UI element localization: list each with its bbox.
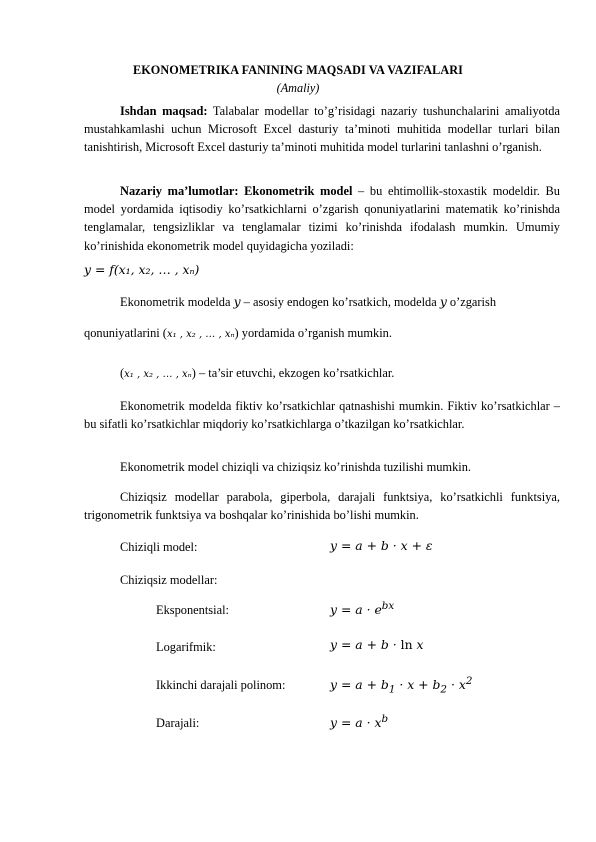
linear-model-formula: y = a + b · x + ε bbox=[330, 538, 433, 553]
nonlinear-models-label: Chiziqsiz modellar: bbox=[120, 573, 218, 587]
x-list-2: x₁ , x₂ , … , xₙ bbox=[124, 369, 192, 380]
exogenous-text: ) – ta’sir etuvchi, ekzogen ko’rsatkichlar. bbox=[191, 366, 395, 380]
page-subtitle: (Amaliy) bbox=[276, 81, 320, 95]
endogenous-text-b: – asosiy endogen ko’rsatkich, modelda bbox=[240, 295, 440, 309]
model-poly-label: Ikkinchi darajali polinom: bbox=[156, 678, 286, 692]
model-power-label: Darajali: bbox=[156, 716, 200, 730]
x-list-1: x₁ , x₂ , … , xₙ bbox=[166, 329, 235, 340]
goal-text: Talabalar modellar to’g’risidagi nazariy tushunchalarini amaliyotda mustahkamlashi uchun Microsoft Excel dasturiy ta’minoti muhitida modellar turlari bilan tanishtirish, Microsoft Excel dasturiy ta’minoti muhitida model turlarini tanlashni o’rganish. bbox=[84, 104, 560, 155]
linear-nonlinear-text: Ekonometrik model chiziqli va chiziqsiz ko’rinishda tuzilishi mumkin. bbox=[120, 460, 472, 474]
paragraph-endogenous-line2 bbox=[84, 324, 560, 344]
paragraph-endogenous bbox=[84, 293, 560, 311]
dummy-text: Ekonometrik modelda fiktiv ko’rsatkichlar qatnashishi mumkin. Fiktiv ko’rsatkichlar – bu sifatli ko’rsatkichlar miqdoriy ko’rsatkichlarga o’tkazilgan ko’rsatkichlar. bbox=[84, 399, 560, 432]
linear-model-label: Chiziqli model: bbox=[120, 540, 198, 554]
model-log-formula: y = a + b · ln x bbox=[330, 637, 424, 652]
model-poly-formula: $y = a + b_1 \cdot x + b_2 \cdot x^2$ bbox=[330, 675, 473, 696]
nonlinear-types-text: Chiziqsiz modellar parabola, giperbola, darajali funktsiya, ko’rsatkichli funktsiya, trigonometrik funktsiya va boshqalar ko’rinishida bo’lishi mumkin. bbox=[84, 490, 560, 523]
paragraph-nonlinear-types bbox=[84, 488, 560, 524]
theory-label: Nazariy ma’lumotlar: Ekonometrik model bbox=[120, 184, 353, 198]
paragraph-exogenous bbox=[84, 364, 560, 384]
paragraph-theory bbox=[84, 182, 560, 255]
paragraph-goal bbox=[84, 102, 560, 157]
model-exponential-label: Eksponentsial: bbox=[156, 603, 229, 617]
model-exponential-formula: $y = a \cdot e^{bx}$ bbox=[330, 600, 395, 618]
endogenous-text-e: ) yordamida o’rganish mumkin. bbox=[234, 326, 392, 340]
var-y-2: y bbox=[439, 294, 447, 309]
goal-label: Ishdan maqsad: bbox=[120, 104, 208, 118]
exogenous-open: ( bbox=[120, 366, 125, 380]
theory-text: – bu ehtimollik-stoxastik modeldir. Bu model yordamida iqtisodiy ko’rsatkichlarni o’zgarish qonuniyatlarini matematik ko’rinishda tenglamalar, tengsizliklar va tenglamalar tizimi ko’rinishda ifodalash mumkin. Umumiy ko’rinishida ekonometrik model quyidagicha yoziladi: bbox=[84, 184, 560, 253]
endogenous-text-d: qonuniyatlarini ( bbox=[84, 326, 167, 340]
model-power-formula: $y = a \cdot x^b$ bbox=[330, 713, 389, 731]
endogenous-text-a: Ekonometrik modelda bbox=[120, 295, 234, 309]
var-y-1: y bbox=[233, 294, 241, 309]
model-log-label: Logarifmik: bbox=[156, 640, 216, 654]
general-formula: y = f(x₁, x₂, … , xₙ) bbox=[84, 262, 200, 277]
paragraph-dummy bbox=[84, 397, 560, 433]
paragraph-linear-nonlinear bbox=[84, 458, 560, 476]
endogenous-text-c: o’zgarish bbox=[446, 295, 497, 309]
page-title: EKONOMETRIKA FANINING MAQSADI VA VAZIFALARI bbox=[132, 63, 464, 77]
